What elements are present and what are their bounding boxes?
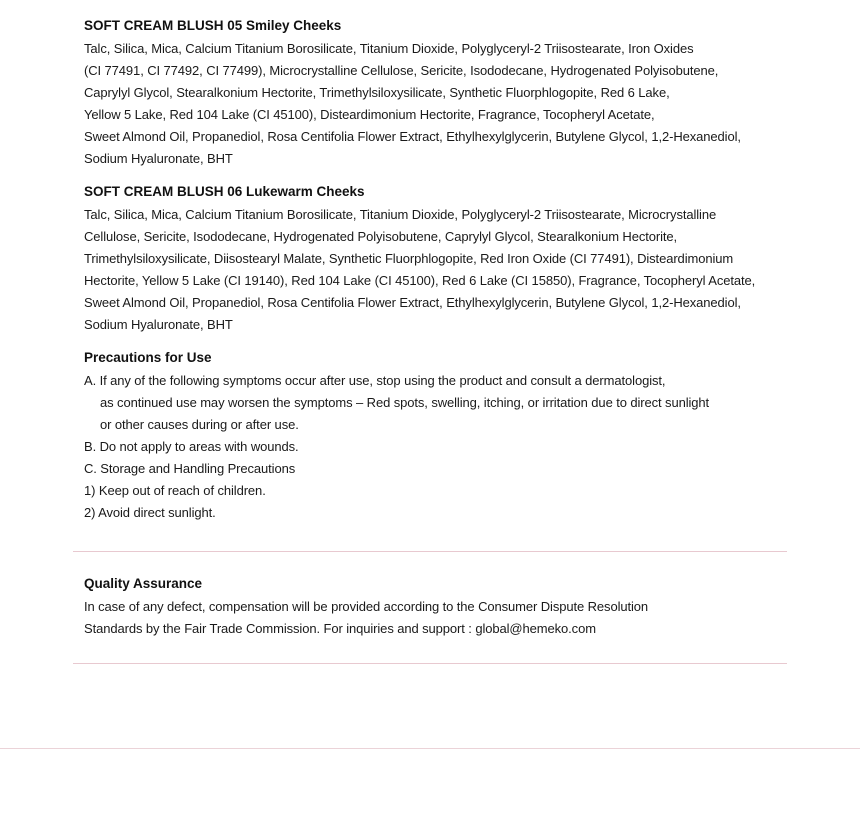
precaution-item-1: 1) Keep out of reach of children. (84, 483, 266, 498)
precaution-item-c: C. Storage and Handling Precautions (84, 461, 296, 476)
precaution-item-b: B. Do not apply to areas with wounds. (84, 439, 299, 454)
section-heading-blush-05: SOFT CREAM BLUSH 05 Smiley Cheeks (84, 18, 342, 33)
ingredients-line: (CI 77491, CI 77492, CI 77499), Microcrystalline Cellulose, Sericite, Isododecane, Hydrogenated Polyisobutene, (84, 63, 719, 78)
precautions-list (84, 370, 804, 524)
precaution-item-a-continued: as continued use may worsen the symptoms – Red spots, swelling, itching, or irritation due to direct sunlight (100, 395, 710, 410)
precautions-section (84, 348, 804, 524)
section-heading-blush-06: SOFT CREAM BLUSH 06 Lukewarm Cheeks (84, 184, 365, 199)
ingredients-line: Yellow 5 Lake, Red 104 Lake (CI 45100), Disteardimonium Hectorite, Fragrance, Tocopheryl Acetate, (84, 107, 655, 122)
ingredients-line: Talc, Silica, Mica, Calcium Titanium Borosilicate, Titanium Dioxide, Polyglyceryl-2 Triisostearate, Iron Oxides (84, 41, 694, 56)
ingredients-line: Sweet Almond Oil, Propanediol, Rosa Centifolia Flower Extract, Ethylhexylglycerin, Butylene Glycol, 1,2-Hexanediol, (84, 129, 741, 144)
footer-divider (0, 748, 860, 749)
precaution-item-a-continued: or other causes during or after use. (100, 417, 299, 432)
ingredients-line: Cellulose, Sericite, Isododecane, Hydrogenated Polyisobutene, Caprylyl Glycol, Stearalkonium Hectorite, (84, 229, 678, 244)
ingredients-line: Sweet Almond Oil, Propanediol, Rosa Centifolia Flower Extract, Ethylhexylglycerin, Butylene Glycol, 1,2-Hexanediol, (84, 295, 741, 310)
ingredients-section-blush-05 (84, 16, 804, 170)
precaution-item-2: 2) Avoid direct sunlight. (84, 505, 216, 520)
section-divider (73, 663, 787, 664)
ingredients-text-blush-05 (84, 38, 804, 170)
quality-assurance-text (84, 596, 804, 640)
ingredients-line: Hectorite, Yellow 5 Lake (CI 19140), Red 104 Lake (CI 45100), Red 6 Lake (CI 15850), Fragrance, Tocopheryl Acetate, (84, 273, 756, 288)
ingredients-line: Caprylyl Glycol, Stearalkonium Hectorite, Trimethylsiloxysilicate, Synthetic Fluorphlogopite, Red 6 Lake, (84, 85, 670, 100)
ingredients-line: Trimethylsiloxysilicate, Diisostearyl Malate, Synthetic Fluorphlogopite, Red Iron Oxide (CI 77491), Disteardimonium (84, 251, 734, 266)
ingredients-line: Talc, Silica, Mica, Calcium Titanium Borosilicate, Titanium Dioxide, Polyglyceryl-2 Triisostearate, Microcrystalline (84, 207, 717, 222)
precaution-item-a: A. If any of the following symptoms occur after use, stop using the product and consult a dermatologist, (84, 373, 666, 388)
section-divider (73, 551, 787, 552)
ingredients-line: Sodium Hyaluronate, BHT (84, 151, 233, 166)
quality-assurance-line: In case of any defect, compensation will be provided according to the Consumer Dispute Resolution (84, 599, 649, 614)
ingredients-section-blush-06 (84, 182, 804, 336)
section-heading-precautions: Precautions for Use (84, 350, 212, 365)
quality-assurance-section (84, 574, 804, 640)
section-heading-quality-assurance: Quality Assurance (84, 576, 203, 591)
ingredients-line: Sodium Hyaluronate, BHT (84, 317, 233, 332)
quality-assurance-line: Standards by the Fair Trade Commission. For inquiries and support : global@hemeko.com (84, 621, 596, 636)
ingredients-text-blush-06 (84, 204, 804, 336)
